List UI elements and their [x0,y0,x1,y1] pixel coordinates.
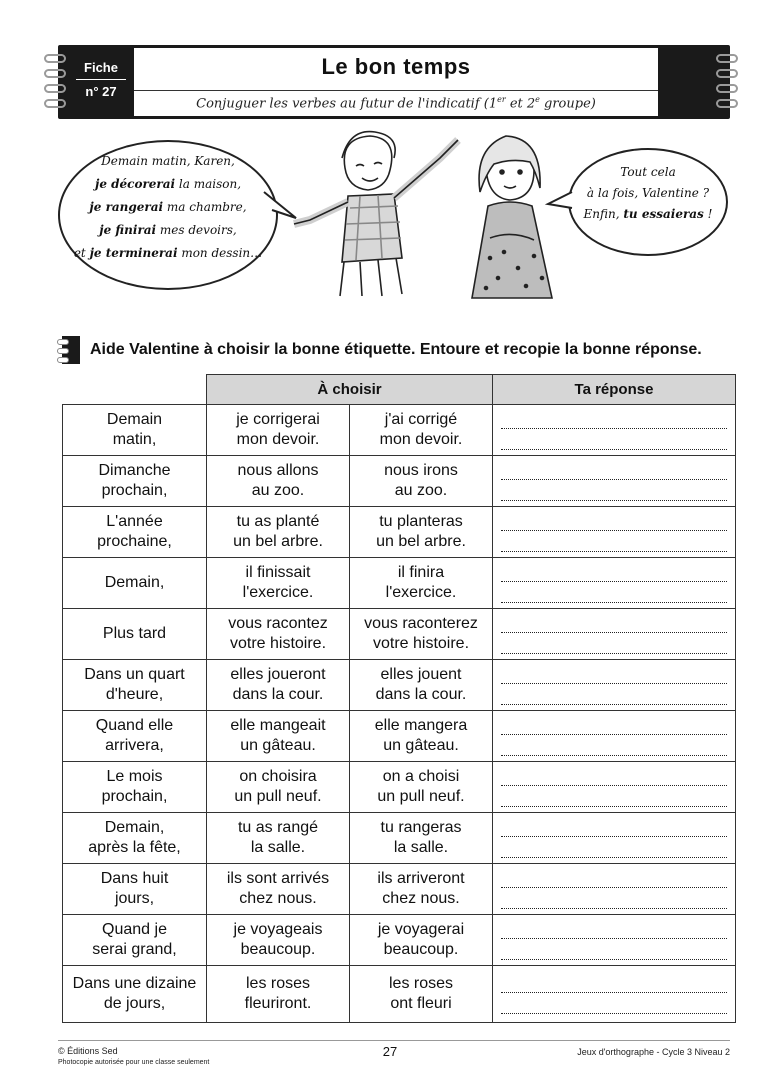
series-title: Jeux d'orthographe - Cycle 3 Niveau 2 [577,1047,730,1057]
time-expression-cell: Dans une dizaine de jours, [63,966,207,1023]
option-label-2[interactable]: elles jouent dans la cour. [350,660,493,711]
answer-line[interactable] [501,635,727,654]
answer-line[interactable] [501,788,727,807]
answer-line[interactable] [501,614,727,633]
instruction-text: Aide Valentine à choisir la bonne étiquette. Entoure et recopie la bonne réponse. [90,341,702,358]
answer-line[interactable] [501,512,727,531]
option-label-1[interactable]: ils sont arrivés chez nous. [207,864,350,915]
binder-rings-left [44,54,66,114]
table-row [63,711,736,762]
photocopy-notice: Photocopie autorisée pour une classe seulement [58,1059,210,1066]
answer-line[interactable] [501,584,727,603]
option-label-1[interactable]: les roses fleuriront. [207,966,350,1023]
exercise-icon [62,336,80,364]
option-label-2[interactable]: tu rangeras la salle. [350,813,493,864]
table-row [63,456,736,507]
fiche-label-text: Fiche [84,60,118,75]
answer-field[interactable] [493,915,736,966]
speech-bubble-right: Tout cela à la fois, Valentine ? Enfin, tu essaieras ! [568,148,728,256]
table-row [63,558,736,609]
answer-field[interactable] [493,660,736,711]
answer-line[interactable] [501,461,727,480]
publisher-name: © Éditions Sed [58,1046,118,1056]
page-subtitle: Conjuguer les verbes au futur de l'indicatif (1er et 2e groupe) [196,95,596,112]
girl-figure [472,136,552,298]
time-expression-cell: Demain matin, [63,405,207,456]
option-label-1[interactable]: elles joueront dans la cour. [207,660,350,711]
fiche-label [72,58,130,104]
answer-line[interactable] [501,410,727,429]
time-expression-cell: Dans un quart d'heure, [63,660,207,711]
answer-line[interactable] [501,431,727,450]
boy-figure [294,132,458,296]
answer-line[interactable] [501,920,727,939]
option-label-1[interactable]: tu as planté un bel arbre. [207,507,350,558]
speech-bubble-left: Demain matin, Karen, je décorerai la maison, je rangerai ma chambre, je finirai mes devoirs, et je terminerai mon dessin… [58,140,278,290]
answer-line[interactable] [501,869,727,888]
header-choice: À choisir [207,375,493,405]
option-label-2[interactable]: j'ai corrigé mon devoir. [350,405,493,456]
table-row [63,507,736,558]
page-title: Le bon temps [321,54,471,79]
time-expression-cell: Demain, après la fête, [63,813,207,864]
footer-publisher [58,1046,209,1068]
table-row [63,762,736,813]
answer-line[interactable] [501,533,727,552]
answer-field[interactable] [493,966,736,1023]
table-header-row [63,375,736,405]
answer-field[interactable] [493,813,736,864]
fiche-number: n° 27 [85,84,117,99]
table-row [63,609,736,660]
answer-line[interactable] [501,818,727,837]
option-label-1[interactable]: je voyageais beaucoup. [207,915,350,966]
answer-line[interactable] [501,563,727,582]
option-label-2[interactable]: ils arriveront chez nous. [350,864,493,915]
answer-line[interactable] [501,995,727,1014]
answer-line[interactable] [501,890,727,909]
answer-line[interactable] [501,686,727,705]
time-expression-cell: L'année prochaine, [63,507,207,558]
time-expression-cell: Dimanche prochain, [63,456,207,507]
answer-field[interactable] [493,711,736,762]
option-label-1[interactable]: elle mangeait un gâteau. [207,711,350,762]
option-label-1[interactable]: tu as rangé la salle. [207,813,350,864]
answer-field[interactable] [493,456,736,507]
answer-field[interactable] [493,609,736,660]
binder-rings-right [716,54,738,114]
option-label-2[interactable]: les roses ont fleuri [350,966,493,1023]
time-expression-cell: Quand je serai grand, [63,915,207,966]
table-row [63,966,736,1023]
time-expression-cell: Plus tard [63,609,207,660]
answer-line[interactable] [501,665,727,684]
table-row [63,660,736,711]
time-expression-cell: Demain, [63,558,207,609]
exercise-table [62,374,736,1023]
option-label-2[interactable]: je voyagerai beaucoup. [350,915,493,966]
answer-line[interactable] [501,737,727,756]
option-label-1[interactable]: il finissait l'exercice. [207,558,350,609]
answer-line[interactable] [501,974,727,993]
answer-line[interactable] [501,716,727,735]
table-row [63,813,736,864]
option-label-2[interactable]: vous raconterez votre histoire. [350,609,493,660]
footer-divider [58,1040,730,1041]
option-label-2[interactable]: nous irons au zoo. [350,456,493,507]
answer-field[interactable] [493,762,736,813]
option-label-1[interactable]: nous allons au zoo. [207,456,350,507]
option-label-2[interactable]: elle mangera un gâteau. [350,711,493,762]
option-label-2[interactable]: tu planteras un bel arbre. [350,507,493,558]
answer-field[interactable] [493,405,736,456]
table-row [63,864,736,915]
answer-line[interactable] [501,482,727,501]
answer-field[interactable] [493,507,736,558]
answer-field[interactable] [493,864,736,915]
time-expression-cell: Le mois prochain, [63,762,207,813]
children-illustration [290,128,570,303]
option-label-1[interactable]: vous racontez votre histoire. [207,609,350,660]
option-label-1[interactable]: on choisira un pull neuf. [207,762,350,813]
time-expression-cell: Quand elle arrivera, [63,711,207,762]
answer-line[interactable] [501,839,727,858]
time-expression-cell: Dans huit jours, [63,864,207,915]
table-row [63,915,736,966]
header-answer: Ta réponse [493,375,736,405]
option-label-2[interactable]: on a choisi un pull neuf. [350,762,493,813]
option-label-2[interactable]: il finira l'exercice. [350,558,493,609]
answer-line[interactable] [501,941,727,960]
page-number: 27 [382,1044,398,1059]
answer-line[interactable] [501,767,727,786]
table-row [63,405,736,456]
answer-field[interactable] [493,558,736,609]
option-label-1[interactable]: je corrigerai mon devoir. [207,405,350,456]
title-area [134,48,658,116]
